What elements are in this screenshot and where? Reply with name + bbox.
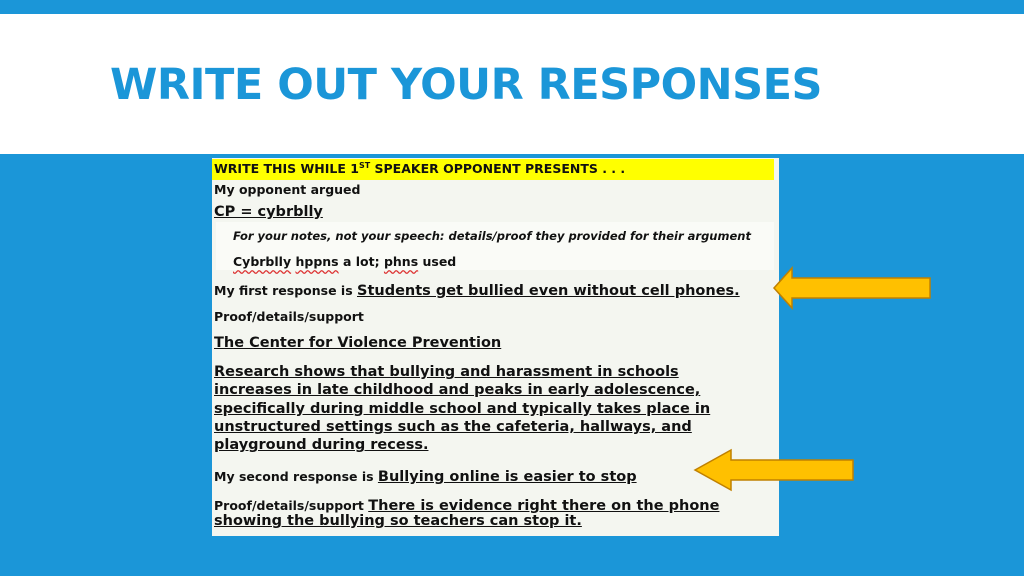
opponent-label: My opponent argued [214,182,361,197]
second-response-value: Bullying online is easier to stop [377,469,637,485]
worksheet-header [214,161,625,176]
proof-value-2b: showing the bullying so teachers can stop it. [214,513,582,529]
left-arrow-icon [693,448,857,492]
notes-label: For your notes, not your speech: details/proof they provided for their argument [233,229,751,243]
research-paragraph [214,363,754,454]
research-line: specifically during middle school and typically takes place in [214,400,711,417]
second-response [214,466,637,485]
first-response-label: My first response is [214,283,357,298]
notes-word-2: hppns [295,254,339,269]
opponent-value: CP = cybrblly [214,204,323,220]
header-sup: ST [358,161,371,170]
notes-word-4: phns [383,254,419,269]
proof-value-2a: There is evidence right there on the phone [368,498,720,514]
source-line: The Center for Violence Prevention [214,335,502,351]
second-proof [214,495,719,514]
notes-word-3: a lot; [338,254,384,269]
research-line: playground during recess. [214,437,429,454]
research-line: unstructured settings such as the cafeteria, hallways, and [214,418,692,435]
top-band [0,0,1024,14]
header-text-post: SPEAKER OPPONENT PRESENTS . . . [370,161,626,177]
first-response-value: Students get bullied even without cell phones. [357,283,740,299]
research-line: Research shows that bullying and harassment in schools [214,364,679,380]
left-arrow-icon [772,266,934,310]
first-response [214,280,740,299]
second-response-label: My second response is [214,469,378,484]
proof-label-2: Proof/details/support [214,498,369,513]
research-line: increases in late childhood and peaks in early adolescence, [214,382,701,399]
notes-value [233,254,456,269]
proof-label-1: Proof/details/support [214,309,364,324]
slide-title: WRITE OUT YOUR RESPONSES [110,60,822,110]
notes-word-1: Cybrblly [233,254,292,269]
header-text-pre: WRITE THIS WHILE 1 [214,161,359,177]
notes-word-5: used [418,254,457,269]
